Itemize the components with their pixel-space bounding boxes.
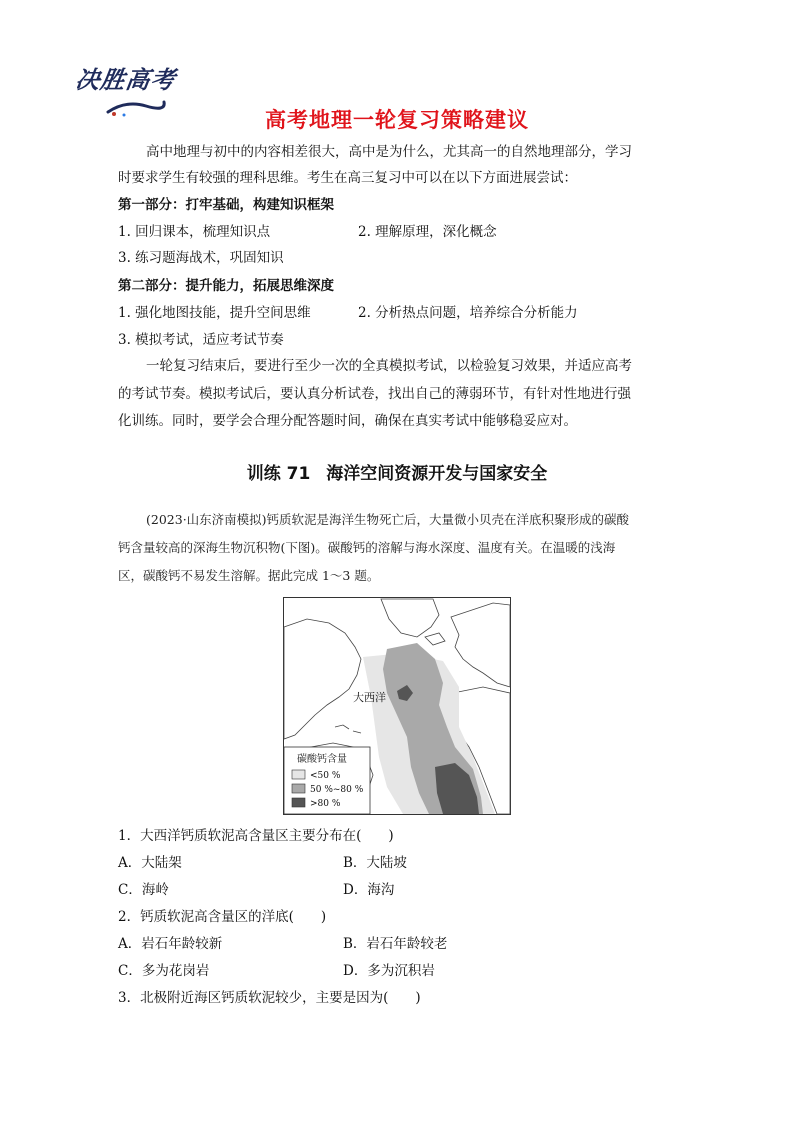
question-2-option-c[interactable]: C．多为花岗岩 bbox=[118, 963, 210, 979]
legend-label-high: >80 % bbox=[310, 799, 341, 809]
legend-label-low: <50 % bbox=[310, 771, 341, 781]
intro-line-1: 高中地理与初中的内容相差很大，高中是为什么，尤其高一的自然地理部分，学习 bbox=[146, 144, 632, 160]
part2-item-2: 2. 分析热点问题，培养综合分析能力 bbox=[358, 305, 578, 321]
part1-item-3: 3. 练习题海战术，巩固知识 bbox=[118, 250, 284, 266]
training-number: 训练 71 bbox=[246, 464, 311, 484]
part2-item-3: 3. 模拟考试，适应考试节奏 bbox=[118, 332, 284, 348]
atlantic-calcareous-ooze-map bbox=[283, 597, 511, 815]
passage-line-1: (2023·山东济南模拟)钙质软泥是海洋生物死亡后，大量微小贝壳在洋底积聚形成的碳酸 bbox=[146, 512, 630, 527]
intro-line-2: 时要求学生有较强的理科思维。考生在高三复习中可以在以下方面进展尝试： bbox=[118, 170, 577, 186]
question-1-option-a[interactable]: A．大陆架 bbox=[118, 855, 182, 871]
legend-swatch-mid bbox=[292, 784, 305, 793]
question-3-stem: 3．北极附近海区钙质软泥较少，主要是因为( ) bbox=[118, 990, 421, 1006]
training-topic: 海洋空间资源开发与国家安全 bbox=[326, 464, 548, 484]
part2-heading: 第二部分：提升能力，拓展思维深度 bbox=[118, 278, 334, 294]
question-1-option-c[interactable]: C．海岭 bbox=[118, 882, 169, 898]
passage-line-3: 区，碳酸钙不易发生溶解。据此完成 1～3 题。 bbox=[118, 568, 380, 583]
question-1-stem: 1．大西洋钙质软泥高含量区主要分布在( ) bbox=[118, 828, 394, 844]
part1-item-2: 2. 理解原理，深化概念 bbox=[358, 224, 497, 240]
training-title bbox=[0, 459, 794, 484]
question-2-option-d[interactable]: D．多为沉积岩 bbox=[343, 963, 435, 979]
part1-item-1: 1. 回归课本，梳理知识点 bbox=[118, 224, 271, 240]
ocean-label: 大西洋 bbox=[353, 691, 386, 704]
legend-swatch-high bbox=[292, 798, 305, 807]
legend-label-mid: 50 %~80 % bbox=[310, 785, 364, 795]
question-2-option-b[interactable]: B．岩石年龄较老 bbox=[343, 936, 448, 952]
logo-text: 决胜高考 bbox=[73, 66, 178, 94]
part1-heading: 第一部分：打牢基础，构建知识框架 bbox=[118, 197, 334, 213]
closing-line-2: 的考试节奏。模拟考试后，要认真分析试卷，找出自己的薄弱环节，有针对性地进行强 bbox=[118, 386, 631, 402]
passage-line-2: 钙含量较高的深海生物沉积物(下图)。碳酸钙的溶解与海水深度、温度有关。在温暖的浅海 bbox=[118, 540, 616, 555]
question-2-stem: 2．钙质软泥高含量区的洋底( ) bbox=[118, 909, 327, 925]
closing-line-1: 一轮复习结束后，要进行至少一次的全真模拟考试，以检验复习效果，并适应高考 bbox=[146, 358, 632, 374]
question-1-option-b[interactable]: B．大陆坡 bbox=[343, 855, 407, 871]
legend-title: 碳酸钙含量 bbox=[297, 754, 347, 765]
legend-swatch-low bbox=[292, 770, 305, 779]
question-2-option-a[interactable]: A．岩石年龄较新 bbox=[118, 936, 223, 952]
question-1-option-d[interactable]: D．海沟 bbox=[343, 882, 395, 898]
page-title: 高考地理一轮复习策略建议 bbox=[265, 108, 529, 132]
part2-item-1: 1. 强化地图技能，提升空间思维 bbox=[118, 305, 311, 321]
closing-line-3: 化训练。同时，要学会合理分配答题时间，确保在真实考试中能够稳妥应对。 bbox=[118, 413, 577, 429]
